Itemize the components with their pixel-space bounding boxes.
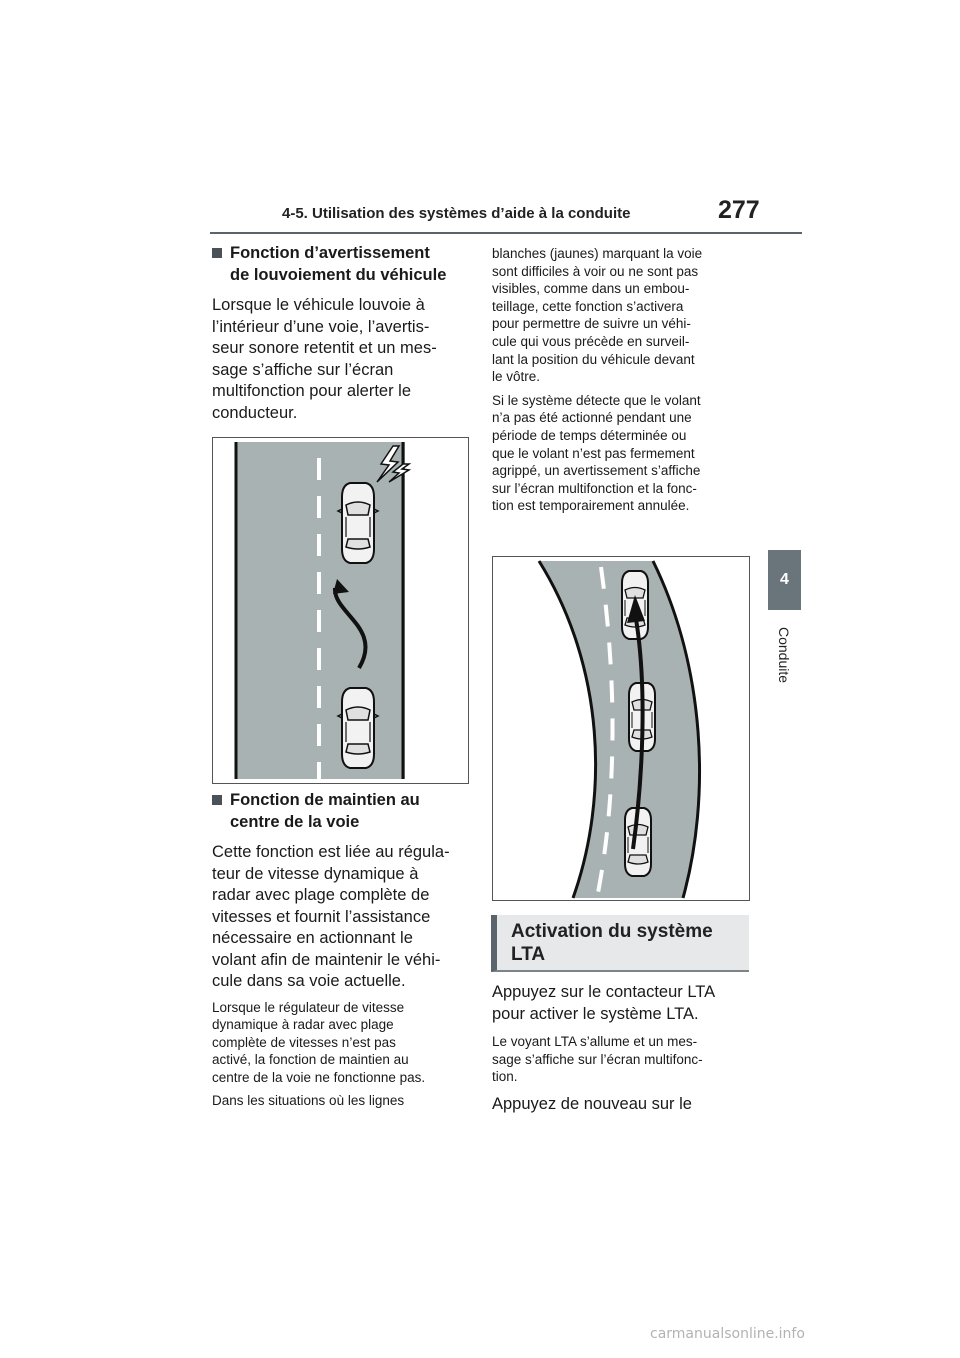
left-column	[212, 242, 468, 424]
paragraph-activate: Appuyez sur le contacteur LTA pour activer le système LTA.	[492, 983, 716, 1023]
heading-bullet-icon	[212, 248, 222, 258]
figure-lane-centering	[492, 556, 750, 901]
note-lines-continued: blanches (jaunes) marquant la voie sont difficiles à voir ou ne sont pas visibles, comme dans un embou- teillage, cette fonction s’activera pour permettre de suivre un véhi- cule qui vous précède en surveil- lant la position du véhicule devant le vôtre.	[492, 246, 703, 385]
note-steering: Si le système détecte que le volant n’a pas été actionné pendant une période de temps déterminée ou que le volant n’est pas fermement agrippé, un avertissement s’affiche sur l’écran multifonction et la fonc- tion est temporairement annulée.	[492, 392, 701, 514]
header-divider	[210, 232, 802, 234]
paragraph-lane-centering: Cette fonction est liée au régula- teur de vitesse dynamique à radar avec plage complète de vitesses et fournit l’assistance nécessaire en actionnant le volant afin de maintenir le véhi- cule dans sa voie actuelle.	[212, 843, 450, 990]
heading-lane-centering: Fonction de maintien au centre de la voie	[212, 789, 468, 833]
right-column	[492, 245, 754, 515]
chapter-label-text: Conduite	[776, 626, 792, 684]
section-title: 4-5. Utilisation des systèmes d’aide à la conduite	[282, 205, 631, 222]
car-top	[338, 483, 378, 563]
heading-bullet-icon	[212, 795, 222, 805]
lane-centering-illustration	[493, 557, 749, 900]
note-cruise-control: Lorsque le régulateur de vitesse dynamique à radar avec plage complète de vitesses n’est pas activé, la fonction de maintien au centre de la voie ne fonctionne pas.	[212, 999, 426, 1085]
paragraph-press-again: Appuyez de nouveau sur le	[492, 1094, 692, 1113]
car-bottom	[338, 688, 378, 768]
sway-illustration	[213, 438, 468, 783]
figure-sway-warning	[212, 437, 469, 784]
note-indicator: Le voyant LTA s’allume et un mes- sage s’affiche sur l’écran multifonc- tion.	[492, 1034, 703, 1085]
chapter-label	[770, 620, 798, 690]
watermark: carmanualsonline.info	[650, 1326, 805, 1342]
note-lines: Dans les situations où les lignes	[212, 1093, 405, 1109]
paragraph-sway: Lorsque le véhicule louvoie à l’intérieur d’une voie, l’avertis- seur sonore retentit et un mes- sage s’affiche sur l’écran multifonction pour alerter le conducteur.	[212, 296, 437, 422]
section-header-lta: Activation du système LTA	[491, 915, 749, 972]
heading-sway-warning: Fonction d’avertissement de louvoiement du véhicule	[212, 242, 468, 286]
chapter-tab[interactable]: 4	[768, 550, 801, 610]
page-number: 277	[718, 196, 760, 224]
